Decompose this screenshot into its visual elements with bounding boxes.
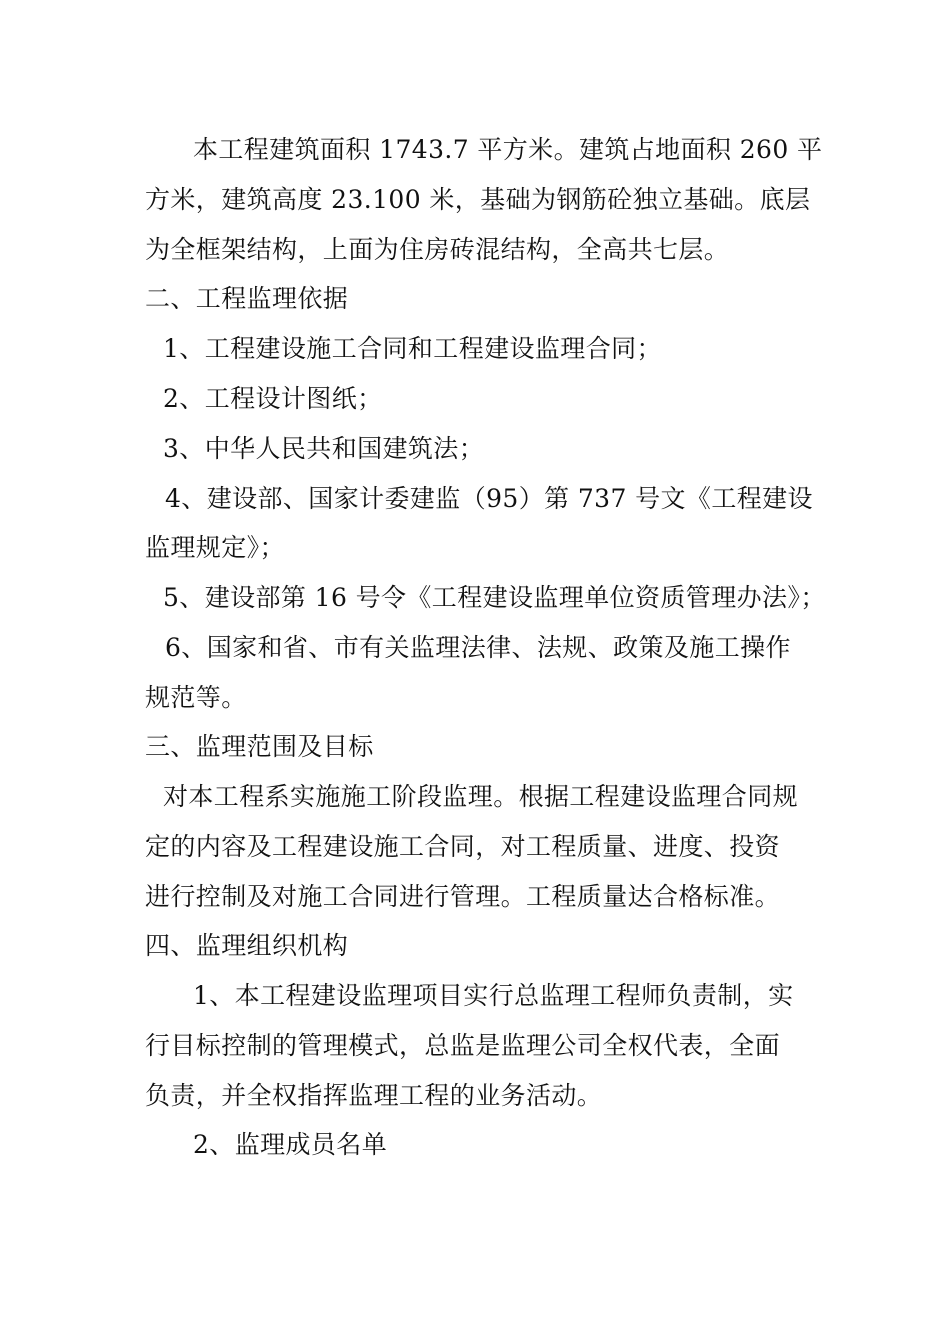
paragraph-line: 定的内容及工程建设施工合同，对工程质量、进度、投资 — [145, 832, 781, 861]
paragraph-line: 对本工程系实施施工阶段监理。根据工程建设监理合同规 — [163, 782, 799, 811]
list-item: 5、建设部第 16 号令《工程建设监理单位资质管理办法》； — [163, 583, 826, 612]
list-item-continuation: 监理规定》； — [145, 533, 285, 562]
section-heading: 三、监理范围及目标 — [145, 732, 374, 761]
list-item-continuation: 规范等。 — [145, 683, 247, 712]
paragraph-line: 1、本工程建设监理项目实行总监理工程师负责制，实 — [193, 981, 794, 1010]
section-heading: 二、工程监理依据 — [145, 284, 349, 313]
list-item: 3、中华人民共和国建筑法； — [163, 434, 485, 463]
paragraph-line: 本工程建筑面积 1743.7 平方米。建筑占地面积 260 平 — [193, 135, 823, 164]
paragraph-line: 为全框架结构，上面为住房砖混结构，全高共七层。 — [145, 235, 730, 264]
list-item: 2、监理成员名单 — [193, 1130, 388, 1159]
paragraph-line: 进行控制及对施工合同进行管理。工程质量达合格标准。 — [145, 882, 781, 911]
list-item: 4、建设部、国家计委建监（95）第 737 号文《工程建设 — [165, 484, 813, 513]
paragraph-line: 方米，建筑高度 23.100 米，基础为钢筋砼独立基础。底层 — [145, 185, 811, 214]
list-item: 2、工程设计图纸； — [163, 384, 383, 413]
list-item: 6、国家和省、市有关监理法律、法规、政策及施工操作 — [165, 633, 791, 662]
paragraph-line: 行目标控制的管理模式，总监是监理公司全权代表，全面 — [145, 1031, 781, 1060]
paragraph-line: 负责，并全权指挥监理工程的业务活动。 — [145, 1081, 603, 1110]
list-item: 1、工程建设施工合同和工程建设监理合同； — [163, 334, 662, 363]
section-heading: 四、监理组织机构 — [145, 931, 349, 960]
